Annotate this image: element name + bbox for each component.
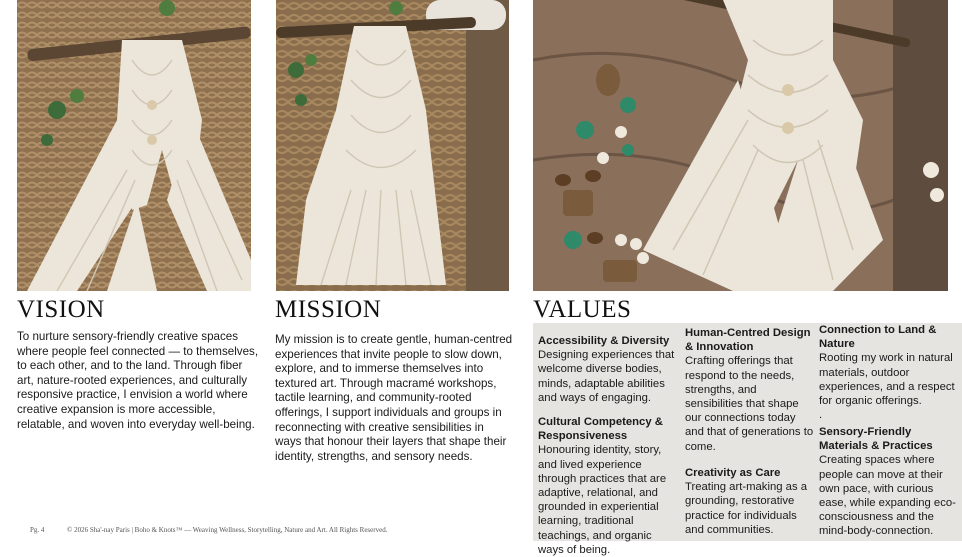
value-connection-land-nature <box>819 323 959 422</box>
value-description: Honouring identity, story, and lived experience through practices that are adaptive, relational, and grounded in experiential learning, traditional teachings, and organic ways of being. <box>538 444 667 556</box>
macrame-photo-2 <box>276 0 509 291</box>
value-title: Creativity as Care <box>685 467 781 479</box>
values-panel <box>533 323 962 556</box>
mission-heading: MISSION <box>275 296 382 323</box>
value-title: Accessibility & Diversity <box>538 335 670 347</box>
copyright-notice: © 2026 Sha'-nay Paris | Boho & Knots™ — Weaving Wellness, Storytelling, Nature and Art. All Rights Reserved. <box>67 526 388 534</box>
value-title: Human-Centred Design & Innovation <box>685 327 811 354</box>
value-title: Cultural Competency & Responsiveness <box>538 416 663 443</box>
value-description: Rooting my work in natural materials, outdoor experiences, and a respect for organic offerings. <box>819 352 955 408</box>
value-creativity-as-care <box>685 466 815 537</box>
value-accessibility-diversity <box>538 334 680 405</box>
value-title: Connection to Land & Nature <box>819 324 937 351</box>
value-cultural-competency <box>538 415 680 557</box>
macrame-photo-1 <box>17 0 251 291</box>
vision-text: To nurture sensory-friendly creative spaces where people feel connected — to themselves, to each other, and to the land. Through fiber art, nature-rooted experiences, and culturally responsive practice, I envision a world where creative expansion is more accessible, relatable, and woven into everyday well-being. <box>17 330 259 431</box>
value-title: Sensory-Friendly Materials & Practices <box>819 426 933 453</box>
value-description: Designing experiences that welcome diverse bodies, minds, adaptable abilities and ways of engaging. <box>538 349 675 404</box>
value-human-centred-design <box>685 326 815 454</box>
page-number: Pg. 4 <box>30 526 45 534</box>
value-description: Creating spaces where people can move at their own pace, with curious ease, while expanding eco-consciousness and the mind-body-connection. <box>819 454 956 538</box>
vision-heading: VISION <box>17 296 105 323</box>
value-description: Crafting offerings that respond to the needs, strengths, and sensibilities that shape our connections today and that of generations to come. <box>685 355 814 453</box>
macrame-photo-3 <box>533 0 948 291</box>
value-sensory-friendly <box>819 425 959 539</box>
values-heading: VALUES <box>533 296 632 323</box>
value-description: Treating art-making as a grounding, restorative practice for individuals and communities. <box>685 481 808 536</box>
mission-text: My mission is to create gentle, human-centred experiences that invite people to slow down, explore, and to immerse themselves into textured art. Through macramé workshops, tactile learning, and community-rooted offerings, I support individuals and groups in reconnecting with creative sensibilities in ways that honour their layers that shape their identity, strengths, and sensory needs. <box>275 333 513 463</box>
stray-period: . <box>819 409 823 422</box>
